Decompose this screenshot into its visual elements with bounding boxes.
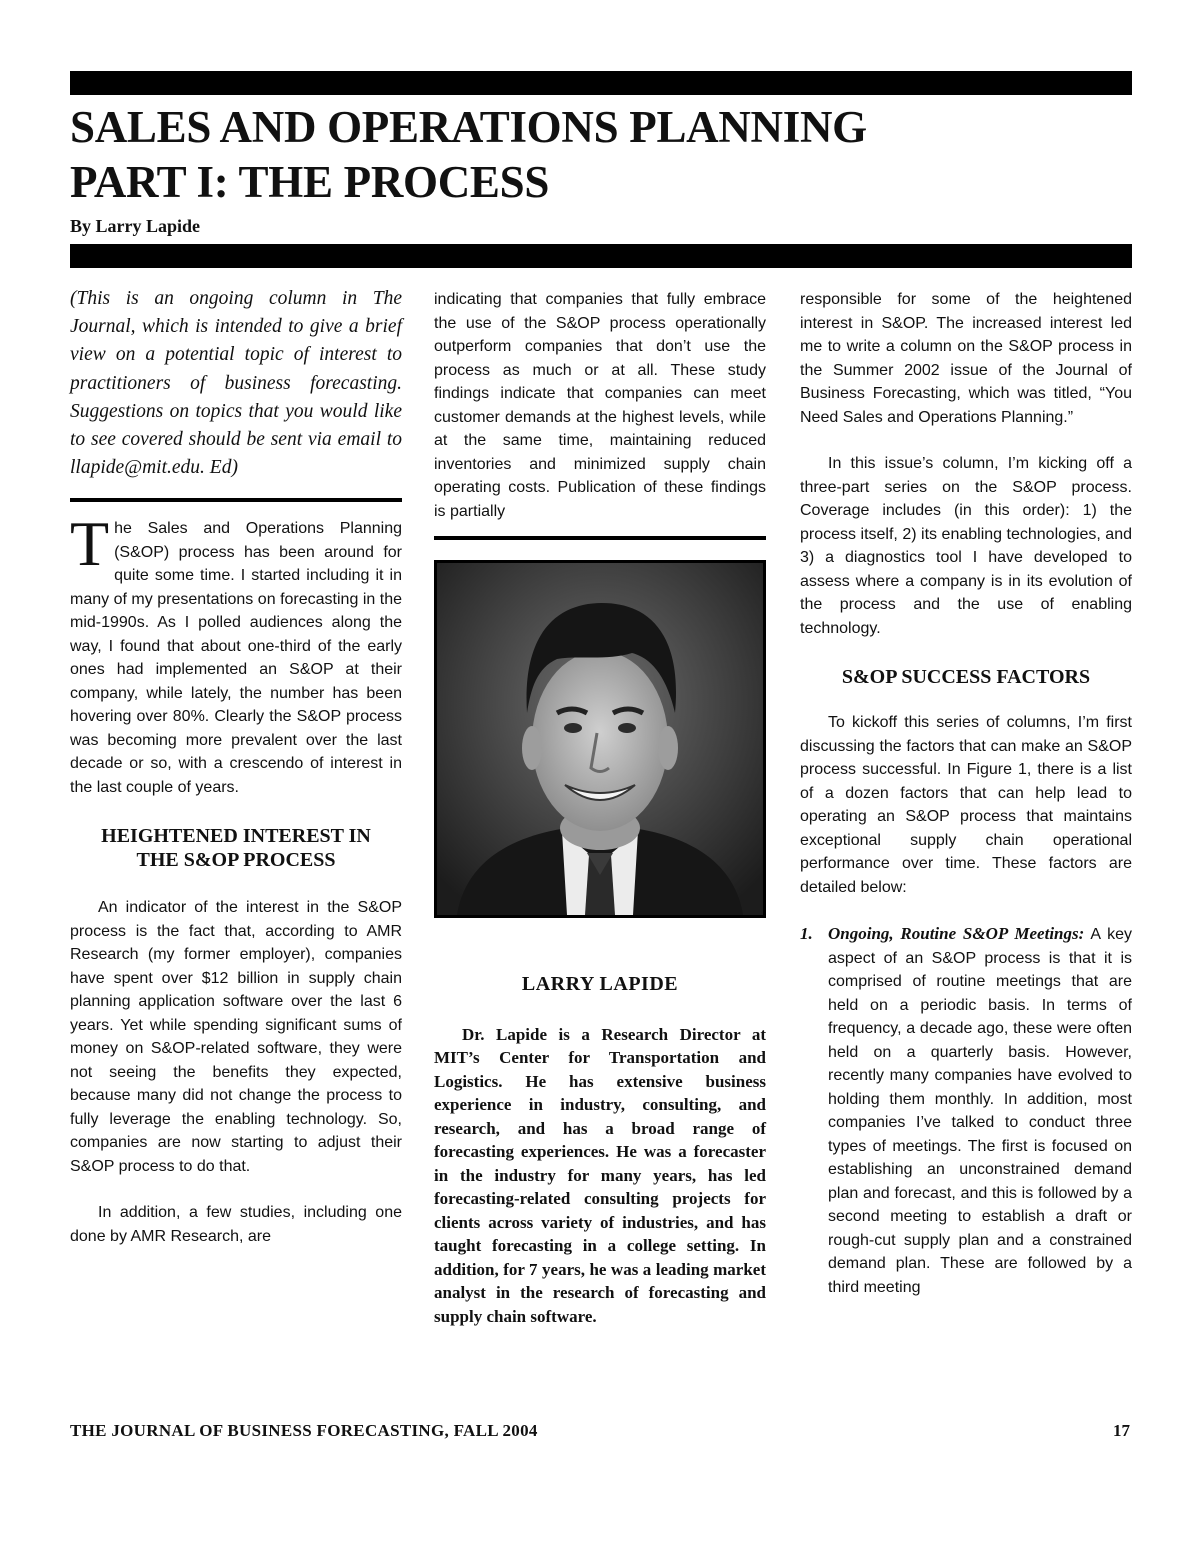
column-rule bbox=[434, 536, 766, 540]
intro-paragraph bbox=[70, 508, 402, 799]
heading-line: THE S&OP PROCESS bbox=[136, 849, 336, 872]
author-photo bbox=[434, 560, 766, 918]
heading-line: HEIGHTENED INTEREST IN bbox=[101, 825, 371, 848]
paragraph: In addition, a few studies, including one done by AMR Research, are bbox=[70, 1204, 402, 1245]
column-rule bbox=[70, 498, 402, 502]
paragraph: indicating that companies that fully embrace the use of the S&OP process operationally outperform companies that don’t use the process as much or at all. These study findings indicate that companies can meet customer demands at the highest levels, while at the same time, maintaining reduced inventories and minimized supply chain operating costs. Publication of these findings is partially bbox=[434, 291, 766, 520]
paragraph: responsible for some of the heightened interest in S&OP. The increased interest led me to write a column on the S&OP process in the Summer 2002 issue of the Journal of Business Forecasting, which was titled, “You Need Sales and Operations Planning.” bbox=[800, 291, 1132, 426]
section-heading-success: S&OP SUCCESS FACTORS bbox=[841, 666, 1091, 688]
editor-note: (This is an ongoing column in The Journal, which is intended to give a brief view on a potential topic of interest to practitioners of business forecasting. Suggestions on topics that you would like to see covered should be sent via email to llapide@mit.edu. Ed) bbox=[70, 288, 402, 479]
section-heading-interest bbox=[70, 824, 402, 872]
list-item-lead: Ongoing, Routine S&OP Meetings: bbox=[828, 924, 1085, 943]
top-rule bbox=[70, 71, 1132, 95]
article-title-line2: PART I: THE PROCESS bbox=[70, 157, 550, 207]
paragraph: In this issue’s column, I’m kicking off a three-part series on the S&OP process. Coverage includes (in this order): 1) the process itself, 2) its enabling technologies, and 3) a diagnostics tool I have developed to assess where a company is in its evolution of the process and the use of enabling technology. bbox=[800, 455, 1132, 637]
paragraph: An indicator of the interest in the S&OP process is the fact that, according to AMR Research (my former employer), companies have spent over $12 billion in supply chain planning application software over the last 6 years. Yet while spending significant sums of money on S&OP-related software, they were not seeing the benefits they expected, because many did not change the process to fully leverage the enabling technology. So, companies are now starting to adjust their S&OP process to do that. bbox=[70, 899, 402, 1175]
drop-cap: T bbox=[70, 508, 110, 580]
intro-text: he Sales and Operations Planning (S&OP) process has been around for quite some time. I started including it in many of my presentations on forecasting in the mid-1990s. As I polled audiences along the way, I found that about one-third of the early ones had implemented an S&OP at their company, while lately, the number has been hovering over 80%. Clearly the S&OP process was becoming more prevalent over the last decade or so, with a crescendo of interest in the last couple of years. bbox=[70, 520, 402, 796]
column-1 bbox=[70, 285, 402, 1248]
column-3 bbox=[800, 288, 1132, 1299]
byline: By Larry Lapide bbox=[70, 216, 201, 236]
list-item bbox=[800, 922, 1132, 1299]
list-number: 1. bbox=[800, 924, 813, 943]
header-rule bbox=[70, 244, 1132, 268]
photo-caption-name: LARRY LAPIDE bbox=[521, 973, 679, 995]
article-title-line1: SALES AND OPERATIONS PLANNING bbox=[70, 102, 867, 152]
list-item-text: A key aspect of an S&OP process is that it is comprised of routine meetings that are held on a periodic basis. In terms of frequency, a decade ago, these were often held on a quarterly basis. However, recently many companies have evolved to holding them monthly. In addition, most companies I’ve talked to conduct three types of meetings. The first is focused on establishing an unconstrained demand plan and forecast, and this is followed by a second meeting to establish a draft or rough-cut supply plan and a constrained demand plan. These are followed by a third meeting bbox=[828, 926, 1132, 1296]
portrait-image bbox=[437, 563, 763, 915]
paragraph: To kickoff this series of columns, I’m first discussing the factors that can make an S&OP process successful. In Figure 1, there is a list of a dozen factors that can help lead to operating an S&OP process that maintains exceptional supply chain operational performance over time. These factors are detailed below: bbox=[800, 714, 1132, 896]
page-number: 17 bbox=[1113, 1421, 1130, 1440]
column-2 bbox=[434, 288, 766, 1328]
author-bio: Dr. Lapide is a Research Director at MIT’s Center for Transportation and Logistics. He has extensive business experience in industry, consulting, and research, and has a broad range of forecasting experiences. He was a forecaster in the industry for many years, has led forecasting-related consulting projects for clients across variety of industries, and has taught forecasting in a college setting. In addition, for 7 years, he was a leading market analyst in the research of forecasting and supply chain software. bbox=[434, 1024, 766, 1326]
footer-journal: THE JOURNAL OF BUSINESS FORECASTING, FALL 2004 bbox=[70, 1421, 538, 1440]
